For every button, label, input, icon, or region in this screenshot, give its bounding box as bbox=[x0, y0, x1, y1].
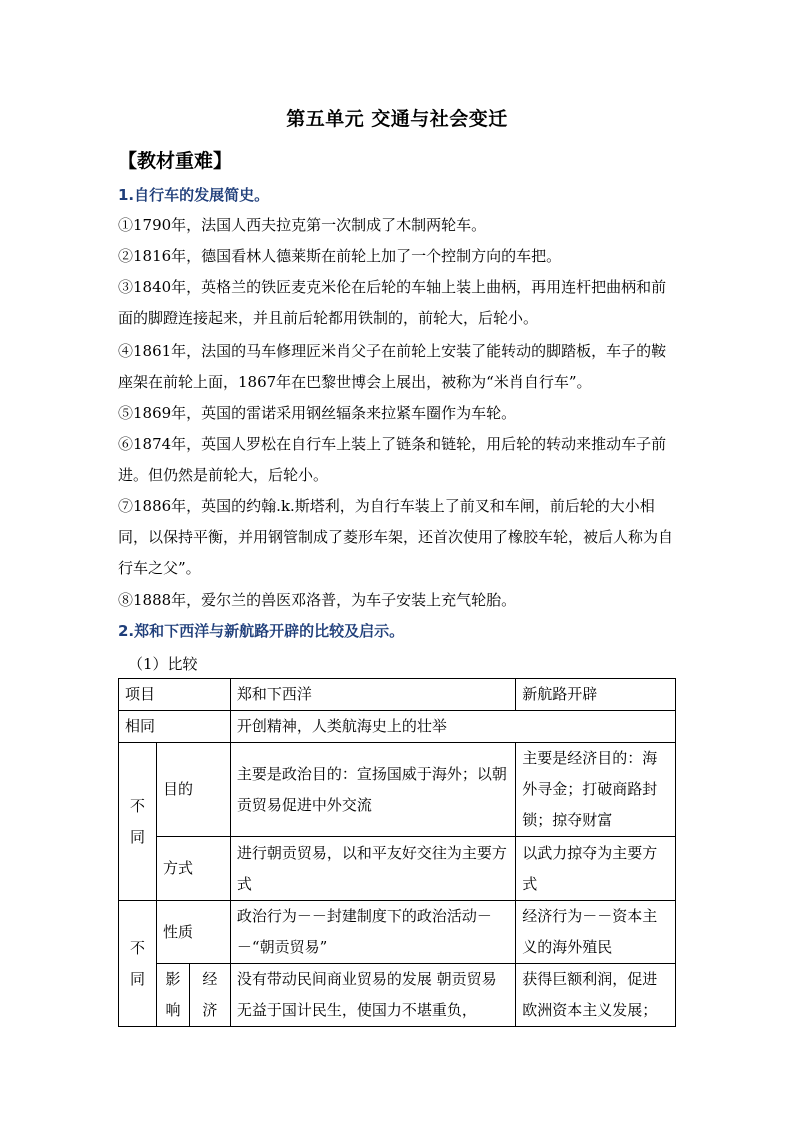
header-new-route: 新航路开辟 bbox=[516, 679, 676, 711]
method-zhenghe: 进行朝贡贸易，以和平友好交往为主要方式 bbox=[230, 837, 515, 901]
bike-item-1: ①1790年，法国人西夫拉克第一次制成了木制两轮车。 bbox=[118, 216, 487, 234]
bike-item-5: ⑤1869年，英国的雷诺采用钢丝辐条来拉紧车圈作为车轮。 bbox=[118, 404, 517, 422]
heading-bike-history: 1.自行车的发展简史。 bbox=[118, 186, 270, 204]
table-row bbox=[119, 901, 676, 964]
nature-zhenghe: 政治行为－－封建制度下的政治活动－－“朝贡贸易” bbox=[230, 901, 515, 964]
impact-label: 影响 bbox=[156, 964, 189, 1027]
nature-label: 性质 bbox=[156, 901, 230, 964]
bike-item-3: ③1840年，英格兰的铁匠麦克米伦在后轮的车轴上装上曲柄，再用连杆把曲柄和前面的脚蹬连接起来，并且前后轮都用铁制的，前轮大，后轮小。 bbox=[118, 278, 667, 327]
header-zhenghe: 郑和下西洋 bbox=[230, 679, 515, 711]
header-item: 项目 bbox=[119, 679, 231, 711]
economy-new-route: 获得巨额利润，促进欧洲资本主义发展； bbox=[516, 964, 676, 1027]
table-row bbox=[119, 964, 676, 1027]
table-row bbox=[119, 837, 676, 901]
page-title: 第五单元 交通与社会变迁 bbox=[286, 108, 508, 130]
table-row bbox=[119, 743, 676, 837]
sub-heading-compare: （1）比较 bbox=[128, 655, 198, 673]
bike-item-8: ⑧1888年，爱尔兰的兽医邓洛普，为车子安装上充气轮胎。 bbox=[118, 591, 517, 609]
heading-comparison: 2.郑和下西洋与新航路开辟的比较及启示。 bbox=[118, 622, 405, 640]
nature-new-route: 经济行为－－资本主义的海外殖民 bbox=[516, 901, 676, 964]
same-text: 开创精神，人类航海史上的壮举 bbox=[230, 711, 675, 743]
diff-label-2: 不同 bbox=[119, 901, 157, 1027]
bike-item-6: ⑥1874年，英国人罗松在自行车上装上了链条和链轮，用后轮的转动来推动车子前进。但仍然是前轮大，后轮小。 bbox=[118, 435, 667, 484]
comparison-table bbox=[118, 678, 676, 1027]
table-row bbox=[119, 711, 676, 743]
bike-item-7: ⑦1886年，英国的约翰.k.斯塔利，为自行车装上了前叉和车闸，前后轮的大小相同，以保持平衡，并用钢管制成了菱形车架，还首次使用了橡胶车轮，被后人称为自行车之父”。 bbox=[118, 497, 674, 577]
same-label: 相同 bbox=[119, 711, 231, 743]
bike-item-4: ④1861年，法国的马车修理匠米肖父子在前轮上安装了能转动的脚踏板，车子的鞍座架在前轮上面，1867年在巴黎世博会上展出，被称为“米肖自行车”。 bbox=[118, 342, 667, 391]
method-label: 方式 bbox=[156, 837, 230, 901]
economy-zhenghe: 没有带动民间商业贸易的发展 朝贡贸易无益于国计民生，使国力不堪重负， bbox=[230, 964, 515, 1027]
bike-item-2: ②1816年，德国看林人德莱斯在前轮上加了一个控制方向的车把。 bbox=[118, 247, 562, 265]
section-heading: 【教材重难】 bbox=[118, 150, 233, 172]
purpose-new-route: 主要是经济目的：海外寻金；打破商路封锁；掠夺财富 bbox=[516, 743, 676, 837]
purpose-zhenghe: 主要是政治目的：宣扬国威于海外；以朝贡贸易促进中外交流 bbox=[230, 743, 515, 837]
purpose-label: 目的 bbox=[156, 743, 230, 837]
economy-label: 经济 bbox=[189, 964, 230, 1027]
table-row bbox=[119, 679, 676, 711]
method-new-route: 以武力掠夺为主要方式 bbox=[516, 837, 676, 901]
diff-label: 不同 bbox=[119, 743, 157, 901]
